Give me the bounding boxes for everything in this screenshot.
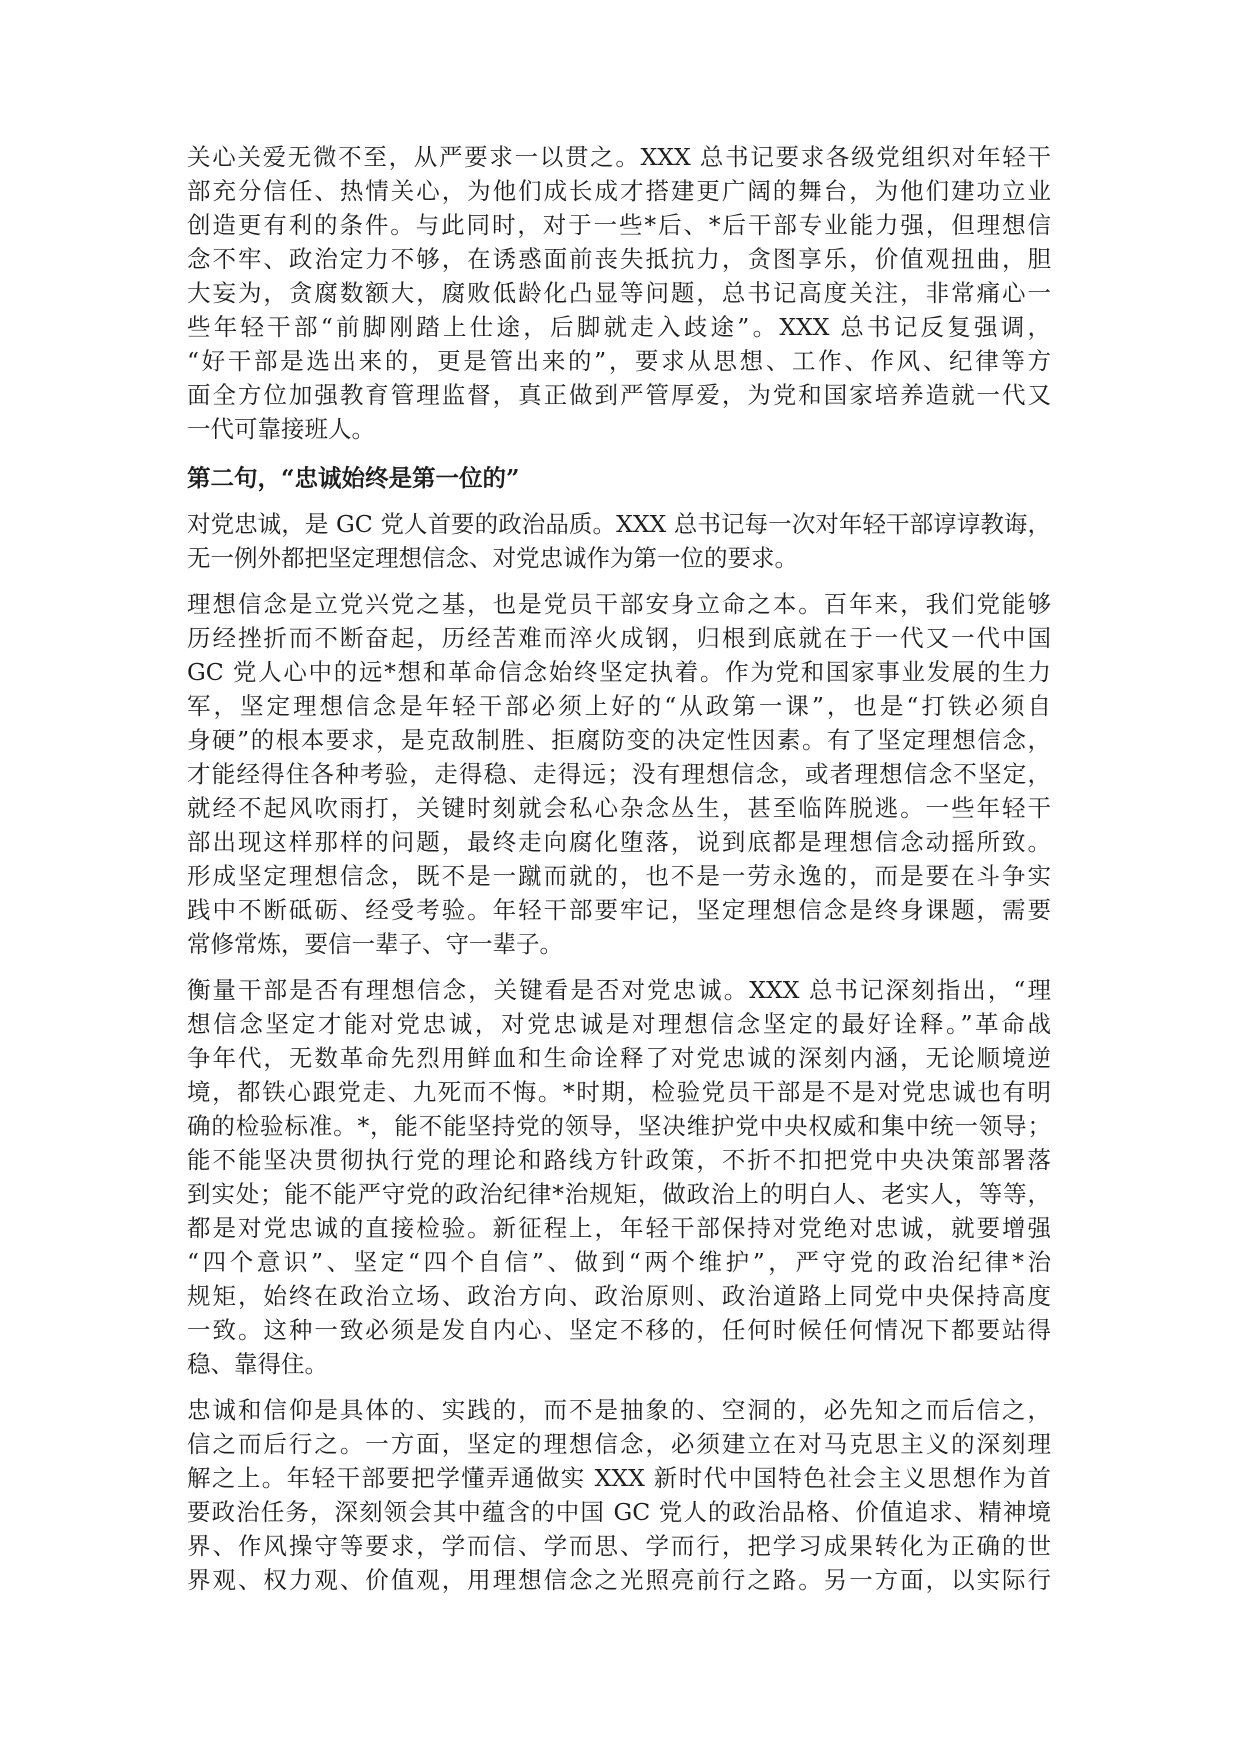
paragraph-1 bbox=[187, 140, 1051, 446]
paragraph-line: 要政治任务，深刻领会其中蕴含的中国 GC 党人的政治品格、价值追求、精神境 bbox=[187, 1498, 1051, 1526]
paragraph-line: 创造更有利的条件。与此同时，对于一些*后、*后干部专业能力强，但理想信 bbox=[187, 211, 1051, 239]
paragraph-line: 对党忠诚，是 GC 党人首要的政治品质。XXX 总书记每一次对年轻干部谆谆教诲， bbox=[187, 510, 1051, 538]
paragraph-line: 到实处；能不能严守党的政治纪律*治规矩，做政治上的明白人、老实人，等等， bbox=[187, 1180, 1051, 1208]
paragraph-line: 部充分信任、热情关心，为他们成长成才搭建更广阔的舞台，为他们建功立业 bbox=[187, 177, 1051, 205]
paragraph-line: 稳、靠得住。 bbox=[187, 1350, 328, 1378]
paragraph-line: 常修常炼，要信一辈子、守一辈子。 bbox=[187, 930, 563, 958]
paragraph-line: 一代可靠接班人。 bbox=[187, 415, 375, 443]
paragraph-line: 都是对党忠诚的直接检验。新征程上，年轻干部保持对党绝对忠诚，就要增强 bbox=[187, 1214, 1051, 1242]
paragraph-line: 军，坚定理想信念是年轻干部必须上好的“从政第一课”，也是“打铁必须自 bbox=[187, 692, 1051, 720]
document-body bbox=[187, 140, 1051, 1609]
paragraph-3 bbox=[187, 587, 1051, 961]
paragraph-line: 面全方位加强教育管理监督，真正做到严管厚爱，为党和国家培养造就一代又 bbox=[187, 381, 1051, 409]
paragraph-line: 衡量干部是否有理想信念，关键看是否对党忠诚。XXX 总书记深刻指出，“理 bbox=[187, 976, 1051, 1004]
paragraph-line: 界观、权力观、价值观，用理想信念之光照亮前行之路。另一方面，以实际行 bbox=[187, 1566, 1051, 1594]
paragraph-line: 身硬”的根本要求，是克敌制胜、拒腐防变的决定性因素。有了坚定理想信念， bbox=[187, 726, 1051, 754]
paragraph-line: 一致。这种一致必须是发自内心、坚定不移的，任何时候任何情况下都要站得 bbox=[187, 1316, 1051, 1344]
paragraph-line: 历经挫折而不断奋起，历经苦难而淬火成钢，归根到底就在于一代又一代中国 bbox=[187, 624, 1051, 652]
paragraph-2 bbox=[187, 507, 1051, 575]
paragraph-line: 解之上。年轻干部要把学懂弄通做实 XXX 新时代中国特色社会主义思想作为首 bbox=[187, 1464, 1051, 1492]
paragraph-line: 部出现这样那样的问题，最终走向腐化堕落，说到底都是理想信念动摇所致。 bbox=[187, 828, 1051, 856]
paragraph-5 bbox=[187, 1393, 1051, 1597]
paragraph-line: 信之而后行之。一方面，坚定的理想信念，必须建立在对马克思主义的深刻理 bbox=[187, 1430, 1051, 1458]
paragraph-4 bbox=[187, 973, 1051, 1381]
paragraph-line: 确的检验标准。*，能不能坚持党的领导，坚决维护党中央权威和集中统一领导； bbox=[187, 1112, 1051, 1140]
paragraph-line: 规矩，始终在政治立场、政治方向、政治原则、政治道路上同党中央保持高度 bbox=[187, 1282, 1051, 1310]
paragraph-line: “好干部是选出来的，更是管出来的”，要求从思想、工作、作风、纪律等方 bbox=[187, 347, 1051, 375]
paragraph-line: 些年轻干部“前脚刚踏上仕途，后脚就走入歧途”。XXX 总书记反复强调， bbox=[187, 313, 1051, 341]
paragraph-line: 能不能坚决贯彻执行党的理论和路线方针政策，不折不扣把党中央决策部署落 bbox=[187, 1146, 1051, 1174]
paragraph-line: 关心关爱无微不至，从严要求一以贯之。XXX 总书记要求各级党组织对年轻干 bbox=[187, 143, 1051, 171]
section-heading: 第二句，“忠诚始终是第一位的” bbox=[187, 464, 520, 492]
paragraph-line: 想信念坚定才能对党忠诚，对党忠诚是对理想信念坚定的最好诠释。”革命战 bbox=[187, 1010, 1051, 1038]
paragraph-line: 界、作风操守等要求，学而信、学而思、学而行，把学习成果转化为正确的世 bbox=[187, 1532, 1051, 1560]
paragraph-line: 理想信念是立党兴党之基，也是党员干部安身立命之本。百年来，我们党能够 bbox=[187, 590, 1051, 618]
paragraph-line: 争年代，无数革命先烈用鲜血和生命诠释了对党忠诚的深刻内涵，无论顺境逆 bbox=[187, 1044, 1051, 1072]
paragraph-line: 念不牢、政治定力不够，在诱惑面前丧失抵抗力，贪图享乐，价值观扭曲，胆 bbox=[187, 245, 1051, 273]
paragraph-line: 忠诚和信仰是具体的、实践的，而不是抽象的、空洞的，必先知之而后信之， bbox=[187, 1396, 1051, 1424]
paragraph-line: 践中不断砥砺、经受考验。年轻干部要牢记，坚定理想信念是终身课题，需要 bbox=[187, 896, 1051, 924]
paragraph-line: “四个意识”、坚定“四个自信”、做到“两个维护”，严守党的政治纪律*治 bbox=[187, 1248, 1051, 1276]
paragraph-line: 无一例外都把坚定理想信念、对党忠诚作为第一位的要求。 bbox=[187, 544, 798, 572]
paragraph-line: 才能经得住各种考验，走得稳、走得远；没有理想信念，或者理想信念不坚定， bbox=[187, 760, 1051, 788]
paragraph-line: GC 党人心中的远*想和革命信念始终坚定执着。作为党和国家事业发展的生力 bbox=[187, 658, 1051, 686]
paragraph-line: 大妄为，贪腐数额大，腐败低龄化凸显等问题，总书记高度关注，非常痛心一 bbox=[187, 279, 1051, 307]
paragraph-line: 境，都铁心跟党走、九死而不悔。*时期，检验党员干部是不是对党忠诚也有明 bbox=[187, 1078, 1051, 1106]
paragraph-line: 形成坚定理想信念，既不是一蹴而就的，也不是一劳永逸的，而是要在斗争实 bbox=[187, 862, 1051, 890]
paragraph-line: 就经不起风吹雨打，关键时刻就会私心杂念丛生，甚至临阵脱逃。一些年轻干 bbox=[187, 794, 1051, 822]
